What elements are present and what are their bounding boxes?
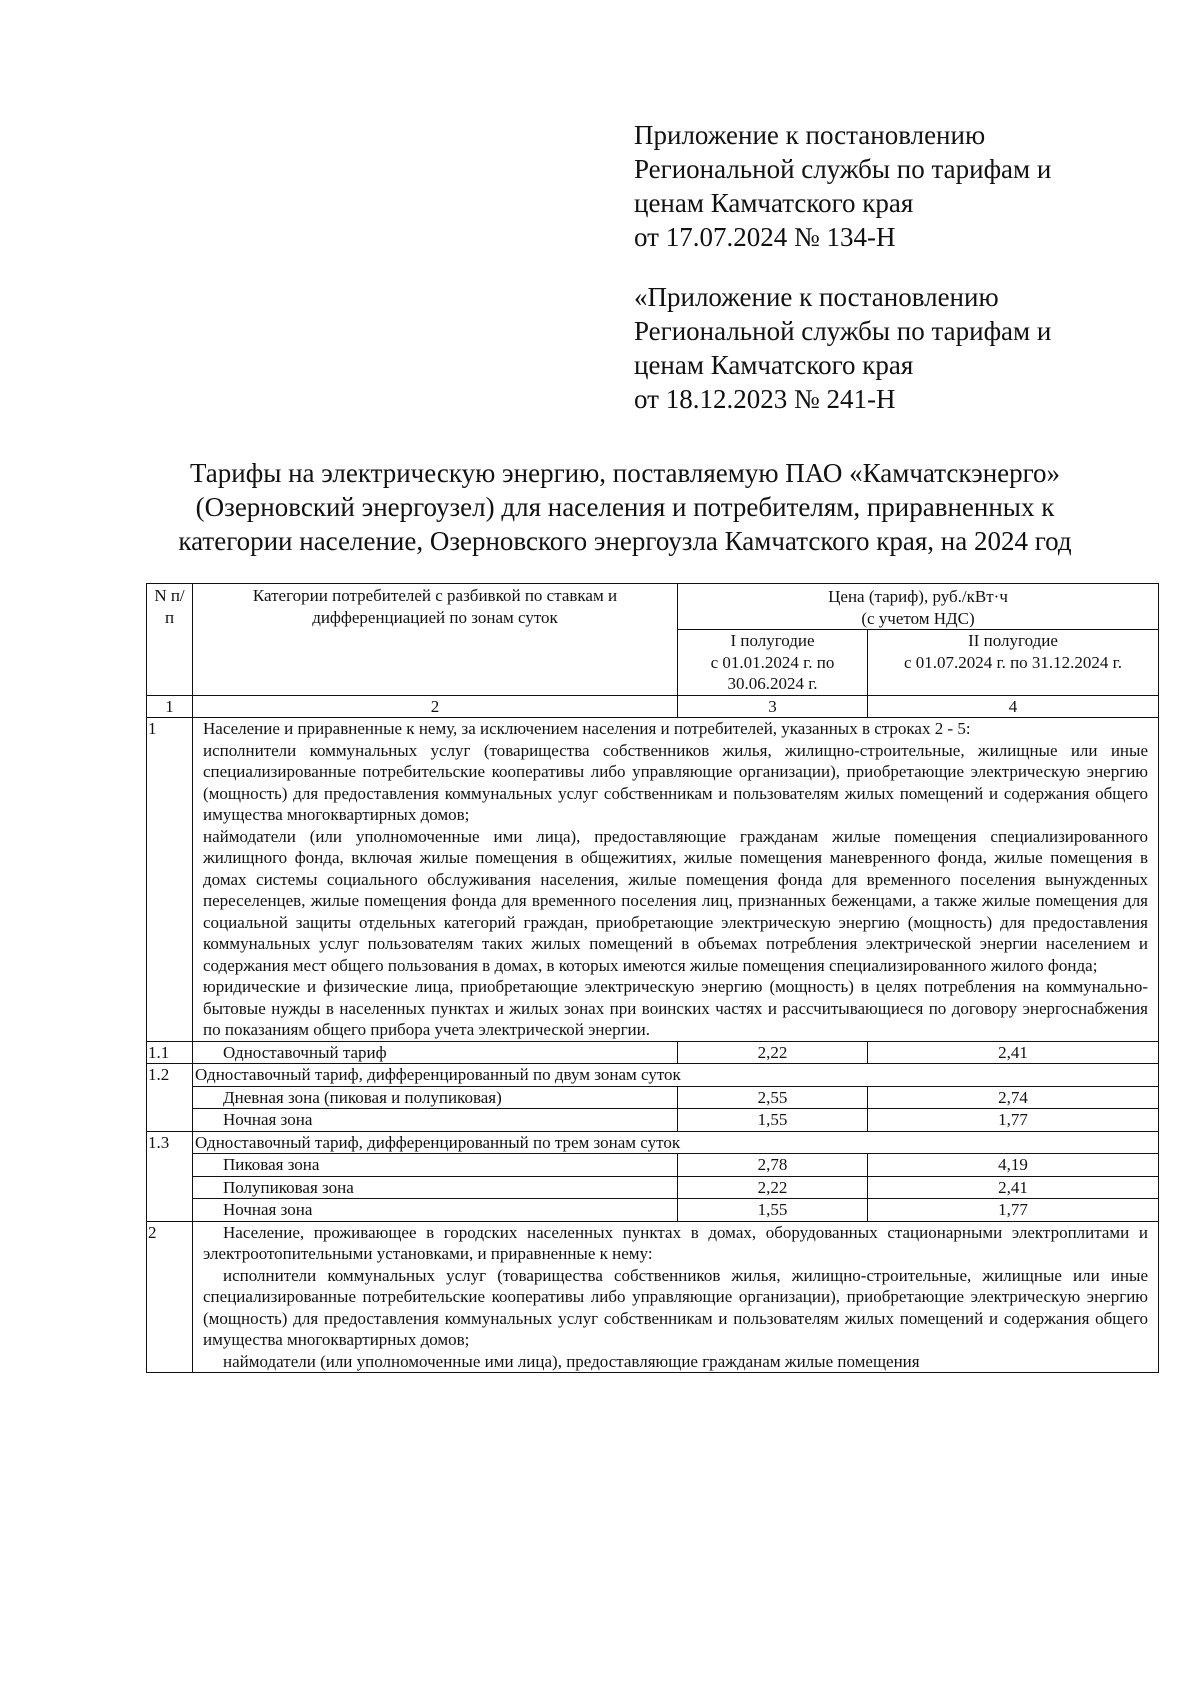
title-line: (Озерновский энергоузел) для населения и потребителям, приравненных к xyxy=(195,492,1055,522)
header-number: N п/п xyxy=(147,584,193,696)
title-line: категории население, Озерновского энергоузла Камчатского края, на 2024 год xyxy=(178,526,1072,556)
appendix-line: «Приложение к постановлению xyxy=(634,282,999,312)
tariff-table xyxy=(146,583,1159,1373)
description-paragraph: Население, проживающее в городских населенных пунктах в домах, оборудованных стационарными электроплитами и электроотопительными установками, и приравненные к нему: xyxy=(203,1222,1148,1263)
table-row xyxy=(147,1064,1159,1087)
header-second-half xyxy=(868,630,1159,696)
header-price xyxy=(678,584,1159,630)
appendix-line: ценам Камчатского края xyxy=(634,188,914,218)
header-first-half-title: I полугодие xyxy=(730,631,815,650)
appendix-line: Региональной службы по тарифам и xyxy=(634,154,1052,184)
description-paragraph: наймодатели (или уполномоченные ими лица), предоставляющие гражданам жилые помещения специализированного жилищного фонда, включая жилые помещения в общежитиях, жилые помещения маневренного фонда, жилые помещения в домах системы социального обслуживания населения, жилые помещения фонда для временного поселения вынужденных переселенцев, жилые помещения фонда для временного поселения лиц, признанных беженцами, а также жилые помещения для социальной защиты отдельных категорий граждан, приобретающие электрическую энергию (мощность) для предоставления коммунальных услуг пользователям таких жилых помещений в объемах потребления электрической энергии населением и содержания мест общего пользования в домах, в которых имеются жилые помещения специализированного жилого фонда; xyxy=(203,826,1148,975)
table-row xyxy=(147,1221,1159,1373)
header-price-title: Цена (тариф), руб./кВт·ч xyxy=(828,587,1008,606)
row-group-label: Одноставочный тариф, дифференцированный по трем зонам суток xyxy=(193,1131,1159,1154)
tariff-value-first-half: 1,55 xyxy=(678,1199,868,1222)
header-first-half-dates: с 01.01.2024 г. по 30.06.2024 г. xyxy=(710,652,835,693)
row-number: 2 xyxy=(147,1221,193,1373)
tariff-value-second-half: 1,77 xyxy=(868,1109,1159,1132)
table-row xyxy=(147,1086,1159,1109)
tariff-value-second-half: 2,74 xyxy=(868,1086,1159,1109)
appendix-previous-resolution xyxy=(634,280,1154,416)
tariff-value-second-half: 1,77 xyxy=(868,1199,1159,1222)
appendix-current-resolution xyxy=(634,118,1154,254)
appendix-date-number: от 17.07.2024 № 134-Н xyxy=(634,222,896,252)
appendix-line: Приложение к постановлению xyxy=(634,120,986,150)
table-row xyxy=(147,1176,1159,1199)
column-number: 3 xyxy=(678,695,868,718)
tariff-value-second-half: 2,41 xyxy=(868,1176,1159,1199)
row-number: 1.3 xyxy=(147,1131,193,1221)
row-label: Одноставочный тариф xyxy=(193,1041,678,1064)
zone-label: Пиковая зона xyxy=(193,1154,678,1177)
appendix-line: Региональной службы по тарифам и xyxy=(634,316,1052,346)
tariff-value-first-half: 2,55 xyxy=(678,1086,868,1109)
description-paragraph: исполнители коммунальных услуг (товарищества собственников жилья, жилищно-строительные, жилищные или иные специализированные потребительские кооперативы либо управляющие организации), приобретающие электрическую энергию (мощность) для предоставления коммунальных услуг собственникам и пользователям жилых помещений и содержания общего имущества многоквартирных домов; xyxy=(203,1265,1148,1349)
zone-label: Полупиковая зона xyxy=(193,1176,678,1199)
table-row xyxy=(147,1154,1159,1177)
appendix-date-number: от 18.12.2023 № 241-Н xyxy=(634,384,896,414)
header-second-half-title: II полугодие xyxy=(968,631,1058,650)
description-paragraph: исполнители коммунальных услуг (товарищества собственников жилья, жилищно-строительные, жилищные или иные специализированные потребительские кооперативы либо управляющие организации), приобретающие электрическую энергию (мощность) для предоставления коммунальных услуг собственникам и пользователям жилых помещений и содержания общего имущества многоквартирных домов; xyxy=(203,740,1148,824)
table-row xyxy=(147,718,1159,1042)
table-header-row xyxy=(147,584,1159,630)
row-description xyxy=(193,718,1159,1042)
row-number: 1 xyxy=(147,718,193,1042)
table-row xyxy=(147,1109,1159,1132)
header-second-half-dates: с 01.07.2024 г. по 31.12.2024 г. xyxy=(903,652,1122,672)
table-row xyxy=(147,1041,1159,1064)
column-number: 1 xyxy=(147,695,193,718)
row-number: 1.2 xyxy=(147,1064,193,1132)
tariff-value-second-half: 4,19 xyxy=(868,1154,1159,1177)
header-first-half xyxy=(678,630,868,696)
zone-label: Ночная зона xyxy=(193,1199,678,1222)
zone-label: Дневная зона (пиковая и полупиковая) xyxy=(193,1086,678,1109)
table-row xyxy=(147,1199,1159,1222)
tariff-value-first-half: 2,78 xyxy=(678,1154,868,1177)
column-number-row xyxy=(147,695,1159,718)
appendix-line: ценам Камчатского края xyxy=(634,350,914,380)
row-group-label: Одноставочный тариф, дифференцированный по двум зонам суток xyxy=(193,1064,1159,1087)
header-category: Категории потребителей с разбивкой по ставкам и дифференциацией по зонам суток xyxy=(193,584,678,696)
description-paragraph: Население и приравненные к нему, за исключением населения и потребителей, указанных в строках 2 - 5: xyxy=(203,719,971,738)
column-number: 2 xyxy=(193,695,678,718)
description-paragraph: юридические и физические лица, приобретающие электрическую энергию (мощность) в целях потребления на коммунально-бытовые нужды в населенных пунктах и жилых зонах при воинских частях и рассчитывающиеся по договору энергоснабжения по показаниям общего прибора учета электрической энергии. xyxy=(203,977,1148,1039)
row-number: 1.1 xyxy=(147,1041,193,1064)
tariff-value-first-half: 2,22 xyxy=(678,1041,868,1064)
tariff-value-second-half: 2,41 xyxy=(868,1041,1159,1064)
header-price-vat: (с учетом НДС) xyxy=(861,608,975,628)
tariff-value-first-half: 1,55 xyxy=(678,1109,868,1132)
table-row xyxy=(147,1131,1159,1154)
row-description xyxy=(193,1221,1159,1373)
zone-label: Ночная зона xyxy=(193,1109,678,1132)
column-number: 4 xyxy=(868,695,1159,718)
tariff-value-first-half: 2,22 xyxy=(678,1176,868,1199)
title-line: Тарифы на электрическую энергию, поставляемую ПАО «Камчатскэнерго» xyxy=(189,458,1061,488)
document-title xyxy=(130,456,1120,558)
description-paragraph: наймодатели (или уполномоченные ими лица), предоставляющие гражданам жилые помещения xyxy=(223,1351,920,1371)
